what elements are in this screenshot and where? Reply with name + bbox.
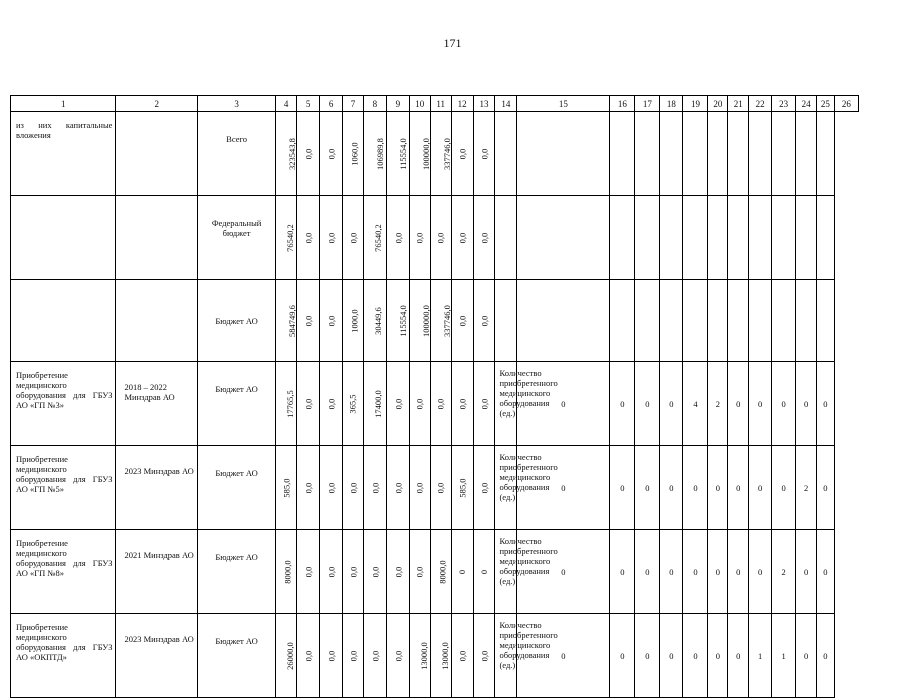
row-value-text: 100000,0 — [420, 304, 431, 337]
row-value — [276, 280, 297, 362]
row-value — [320, 280, 343, 362]
header-cell: 24 — [796, 96, 817, 112]
row-indicator: Количество приобретенного медицинского оборудования (ед.) — [495, 362, 517, 446]
row-count: 0 — [817, 362, 835, 446]
row-value — [386, 614, 409, 698]
row-value-text: 323543,8 — [287, 137, 298, 170]
row-indicator: Количество приобретенного медицинского оборудования (ед.) — [495, 530, 517, 614]
row-value-text: 100000,0 — [420, 137, 431, 170]
row-value-text: 0,0 — [478, 650, 489, 661]
table-row — [11, 362, 859, 446]
row-value — [430, 196, 451, 280]
row-count: 1 — [772, 614, 796, 698]
row-value-text: 0,0 — [347, 566, 358, 577]
row-value-text: 0 — [457, 569, 468, 574]
row-source: Бюджет АО — [197, 614, 275, 698]
page-number: 171 — [443, 36, 462, 50]
header-cell: 16 — [610, 96, 635, 112]
row-value — [297, 530, 320, 614]
row-value — [409, 112, 430, 196]
row-count: 0 — [683, 614, 708, 698]
row-count: 0 — [610, 614, 635, 698]
row-value-text: 0,0 — [478, 398, 489, 409]
row-value — [276, 112, 297, 196]
row-value — [297, 112, 320, 196]
row-count-empty — [772, 196, 796, 280]
row-value — [430, 614, 451, 698]
row-value — [320, 446, 343, 530]
row-value — [430, 362, 451, 446]
row-count: 0 — [610, 362, 635, 446]
row-value-text: 0,0 — [303, 482, 314, 493]
row-count-empty — [817, 196, 835, 280]
row-value — [386, 112, 409, 196]
row-value-text: 0,0 — [414, 232, 425, 243]
row-count: 0 — [728, 446, 749, 530]
row-source: Бюджет АО — [197, 530, 275, 614]
row-count: 0 — [772, 362, 796, 446]
row-value — [363, 530, 386, 614]
row-indicator — [495, 112, 517, 196]
row-count-empty — [708, 196, 728, 280]
header-cell: 7 — [343, 96, 364, 112]
header-cell: 19 — [683, 96, 708, 112]
table-row — [11, 614, 859, 698]
row-value-text: 13000,0 — [439, 641, 450, 670]
row-count: 0 — [517, 362, 610, 446]
row-value-text: 585,0 — [457, 477, 468, 498]
row-count-empty — [817, 280, 835, 362]
row-count-empty — [660, 196, 683, 280]
row-value-text: 0,0 — [435, 232, 446, 243]
row-count: 0 — [749, 530, 772, 614]
row-count-empty — [610, 280, 635, 362]
row-value — [473, 614, 495, 698]
row-count-empty — [749, 280, 772, 362]
row-value-text: 0,0 — [303, 650, 314, 661]
row-value-text: 13000,0 — [418, 641, 429, 670]
row-count: 0 — [517, 446, 610, 530]
header-cell: 10 — [409, 96, 430, 112]
row-value — [473, 362, 495, 446]
row-label: Приобретение медицинского оборудования для ГБУЗ АО «ГП №5» — [11, 446, 116, 530]
row-count-empty — [517, 112, 610, 196]
row-indicator — [495, 196, 517, 280]
row-count: 0 — [635, 446, 660, 530]
row-count: 4 — [683, 362, 708, 446]
row-period — [116, 280, 197, 362]
row-count-empty — [517, 280, 610, 362]
row-value-text: 0,0 — [326, 566, 337, 577]
row-value — [343, 446, 364, 530]
row-value — [473, 196, 495, 280]
row-count: 0 — [683, 530, 708, 614]
row-value-text: 0,0 — [478, 148, 489, 159]
row-period: 2023 Минздрав АО — [116, 614, 197, 698]
header-cell: 5 — [297, 96, 320, 112]
row-count-empty — [749, 196, 772, 280]
row-value — [297, 196, 320, 280]
row-value — [343, 614, 364, 698]
row-count: 0 — [796, 614, 817, 698]
row-value — [363, 446, 386, 530]
row-value-text: 0,0 — [347, 482, 358, 493]
row-value — [343, 112, 364, 196]
row-value — [297, 362, 320, 446]
table-row — [11, 196, 859, 280]
row-source: Бюджет АО — [197, 280, 275, 362]
header-cell: 17 — [635, 96, 660, 112]
header-row — [11, 96, 859, 112]
row-value — [297, 280, 320, 362]
row-label — [11, 280, 116, 362]
row-value — [473, 530, 495, 614]
row-count-empty — [749, 112, 772, 196]
row-count: 0 — [660, 362, 683, 446]
row-value — [276, 196, 297, 280]
row-count: 0 — [728, 530, 749, 614]
header-cell: 9 — [386, 96, 409, 112]
row-value-text: 584749,6 — [287, 304, 298, 337]
row-indicator — [495, 280, 517, 362]
row-value — [320, 196, 343, 280]
row-value-text: 0,0 — [326, 482, 337, 493]
row-value — [409, 446, 430, 530]
header-cell: 3 — [197, 96, 275, 112]
row-count-empty — [683, 112, 708, 196]
row-value — [409, 530, 430, 614]
row-value-text: 0,0 — [414, 398, 425, 409]
row-value — [343, 362, 364, 446]
row-count: 0 — [660, 614, 683, 698]
row-value-text: 337746,0 — [441, 137, 452, 170]
row-count: 0 — [660, 446, 683, 530]
row-value — [276, 530, 297, 614]
header-cell: 22 — [749, 96, 772, 112]
row-value — [276, 362, 297, 446]
row-value-text: 0,0 — [303, 566, 314, 577]
row-count: 0 — [610, 530, 635, 614]
header-cell: 25 — [817, 96, 835, 112]
row-value-text: 337746,0 — [441, 304, 452, 337]
header-cell: 12 — [451, 96, 473, 112]
row-value-text: 115554,0 — [397, 304, 408, 337]
header-cell: 18 — [660, 96, 683, 112]
header-cell: 11 — [430, 96, 451, 112]
row-source: Бюджет АО — [197, 362, 275, 446]
row-value — [363, 112, 386, 196]
row-value-text: 0,0 — [457, 315, 468, 326]
row-count-empty — [728, 112, 749, 196]
header-cell: 1 — [11, 96, 116, 112]
row-count-empty — [728, 280, 749, 362]
row-value-text: 0,0 — [478, 232, 489, 243]
header-cell: 23 — [772, 96, 796, 112]
table-row — [11, 530, 859, 614]
row-value-text: 0,0 — [347, 232, 358, 243]
row-value — [451, 196, 473, 280]
row-count: 0 — [660, 530, 683, 614]
row-value-text: 0,0 — [392, 566, 403, 577]
row-value — [409, 196, 430, 280]
row-count-empty — [660, 280, 683, 362]
row-count: 2 — [772, 530, 796, 614]
row-value-text: 30449,6 — [372, 306, 383, 335]
row-value-text: 0,0 — [457, 232, 468, 243]
row-value-text: 0 — [478, 569, 489, 574]
header-cell: 15 — [517, 96, 610, 112]
row-value — [451, 362, 473, 446]
row-count-empty — [772, 112, 796, 196]
header-cell: 26 — [834, 96, 858, 112]
row-indicator: Количество приобретенного медицинского оборудования (ед.) — [495, 446, 517, 530]
header-cell: 8 — [363, 96, 386, 112]
row-count-empty — [772, 280, 796, 362]
row-count: 2 — [708, 362, 728, 446]
row-value — [430, 530, 451, 614]
row-value-text: 0,0 — [369, 650, 380, 661]
row-source: Федеральный бюджет — [197, 196, 275, 280]
row-value-text: 0,0 — [326, 232, 337, 243]
row-label: Приобретение медицинского оборудования для ГБУЗ АО «ОКПТД» — [11, 614, 116, 698]
row-value-text: 26000,0 — [285, 641, 296, 670]
row-count: 0 — [749, 446, 772, 530]
row-period: 2023 Минздрав АО — [116, 446, 197, 530]
row-value — [473, 112, 495, 196]
row-value-text: 0,0 — [326, 315, 337, 326]
row-count-empty — [610, 112, 635, 196]
row-count: 0 — [635, 362, 660, 446]
row-count: 0 — [517, 614, 610, 698]
header-cell: 14 — [495, 96, 517, 112]
row-value-text: 0,0 — [326, 148, 337, 159]
table-row — [11, 280, 859, 362]
row-value-text: 17400,0 — [372, 389, 383, 418]
row-value-text: 0,0 — [392, 482, 403, 493]
row-value-text: 365,5 — [347, 393, 358, 414]
row-value-text: 0,0 — [303, 315, 314, 326]
row-value-text: 0,0 — [457, 650, 468, 661]
row-value — [297, 446, 320, 530]
row-count: 0 — [635, 614, 660, 698]
row-count-empty — [796, 112, 817, 196]
row-value — [451, 280, 473, 362]
row-label: Приобретение медицинского оборудования для ГБУЗ АО «ГП №3» — [11, 362, 116, 446]
row-count: 0 — [772, 446, 796, 530]
row-value — [363, 362, 386, 446]
row-value — [320, 530, 343, 614]
row-value-text: 0,0 — [369, 566, 380, 577]
header-cell: 4 — [276, 96, 297, 112]
row-value — [343, 530, 364, 614]
row-value-text: 76540,2 — [285, 223, 296, 252]
row-value-text: 0,0 — [478, 315, 489, 326]
row-value — [430, 446, 451, 530]
row-count: 0 — [817, 614, 835, 698]
row-value-text: 115554,0 — [397, 137, 408, 170]
row-value — [320, 614, 343, 698]
header-cell: 21 — [728, 96, 749, 112]
row-value — [297, 614, 320, 698]
row-value-text: 17765,5 — [285, 389, 296, 418]
row-count-empty — [635, 112, 660, 196]
row-count-empty — [708, 112, 728, 196]
row-value — [363, 196, 386, 280]
row-count-empty — [635, 196, 660, 280]
row-count-empty — [517, 196, 610, 280]
row-count-empty — [817, 112, 835, 196]
row-value-text: 0,0 — [392, 232, 403, 243]
row-value-text: 76540,2 — [372, 223, 383, 252]
header-cell: 20 — [708, 96, 728, 112]
row-value — [320, 362, 343, 446]
row-value-text: 0,0 — [303, 148, 314, 159]
row-value-text: 0,0 — [457, 398, 468, 409]
row-value-text: 0,0 — [478, 482, 489, 493]
row-value-text: 0,0 — [347, 650, 358, 661]
row-count: 2 — [796, 446, 817, 530]
row-value-text: 1060,0 — [349, 141, 360, 166]
row-count: 0 — [610, 446, 635, 530]
header-cell: 2 — [116, 96, 197, 112]
row-count: 0 — [708, 530, 728, 614]
row-value — [386, 280, 409, 362]
row-count: 0 — [728, 362, 749, 446]
row-value-text: 106989,8 — [374, 137, 385, 170]
row-value-text: 0,0 — [457, 148, 468, 159]
table-row — [11, 112, 859, 196]
row-value — [409, 362, 430, 446]
row-count: 0 — [708, 446, 728, 530]
row-value — [473, 446, 495, 530]
row-count: 0 — [817, 530, 835, 614]
row-value — [386, 362, 409, 446]
row-value — [409, 280, 430, 362]
row-value — [343, 280, 364, 362]
row-count-empty — [610, 196, 635, 280]
row-value-text: 1000,0 — [349, 308, 360, 333]
row-value-text: 0,0 — [303, 398, 314, 409]
row-value-text: 0,0 — [369, 482, 380, 493]
row-value-text: 8000,0 — [282, 559, 293, 584]
row-value — [343, 196, 364, 280]
row-period — [116, 112, 197, 196]
row-count: 0 — [728, 614, 749, 698]
row-value — [451, 614, 473, 698]
row-value — [320, 112, 343, 196]
row-label — [11, 196, 116, 280]
row-count: 0 — [708, 614, 728, 698]
row-label: Приобретение медицинского оборудования для ГБУЗ АО «ГП №8» — [11, 530, 116, 614]
row-count: 0 — [796, 530, 817, 614]
row-count: 0 — [749, 362, 772, 446]
row-count-empty — [635, 280, 660, 362]
row-value-text: 0,0 — [414, 566, 425, 577]
row-value — [276, 446, 297, 530]
header-cell: 6 — [320, 96, 343, 112]
row-value-text: 0,0 — [435, 482, 446, 493]
row-period: 2018 – 2022 Минздрав АО — [116, 362, 197, 446]
row-source: Бюджет АО — [197, 446, 275, 530]
row-value-text: 0,0 — [392, 398, 403, 409]
row-count-empty — [683, 196, 708, 280]
row-count: 0 — [817, 446, 835, 530]
row-value — [363, 280, 386, 362]
row-count-empty — [796, 196, 817, 280]
row-value — [363, 614, 386, 698]
row-value-text: 0,0 — [392, 650, 403, 661]
row-value-text: 0,0 — [303, 232, 314, 243]
row-count-empty — [708, 280, 728, 362]
row-count-empty — [660, 112, 683, 196]
row-period — [116, 196, 197, 280]
row-count-empty — [683, 280, 708, 362]
row-value-text: 0,0 — [414, 482, 425, 493]
row-source: Всего — [197, 112, 275, 196]
row-value — [386, 196, 409, 280]
row-value-text: 0,0 — [435, 398, 446, 409]
row-count-empty — [796, 280, 817, 362]
row-count: 0 — [517, 530, 610, 614]
row-count: 1 — [749, 614, 772, 698]
program-table — [10, 95, 859, 698]
row-value-text: 8000,0 — [437, 559, 448, 584]
header-cell: 13 — [473, 96, 495, 112]
row-value — [409, 614, 430, 698]
row-value-text: 0,0 — [326, 650, 337, 661]
row-value — [386, 530, 409, 614]
row-label: из них капитальные вложения — [11, 112, 116, 196]
row-value — [276, 614, 297, 698]
row-value — [430, 112, 451, 196]
table-row — [11, 446, 859, 530]
row-value-text: 0,0 — [326, 398, 337, 409]
row-value — [451, 112, 473, 196]
row-period: 2021 Минздрав АО — [116, 530, 197, 614]
row-value — [473, 280, 495, 362]
row-indicator: Количество приобретенного медицинского оборудования (ед.) — [495, 614, 517, 698]
row-value-text: 585,0 — [281, 477, 292, 498]
row-count: 0 — [683, 446, 708, 530]
row-count: 0 — [635, 530, 660, 614]
row-value — [451, 530, 473, 614]
row-value — [451, 446, 473, 530]
row-count-empty — [728, 196, 749, 280]
row-value — [386, 446, 409, 530]
row-value — [430, 280, 451, 362]
row-count: 0 — [796, 362, 817, 446]
